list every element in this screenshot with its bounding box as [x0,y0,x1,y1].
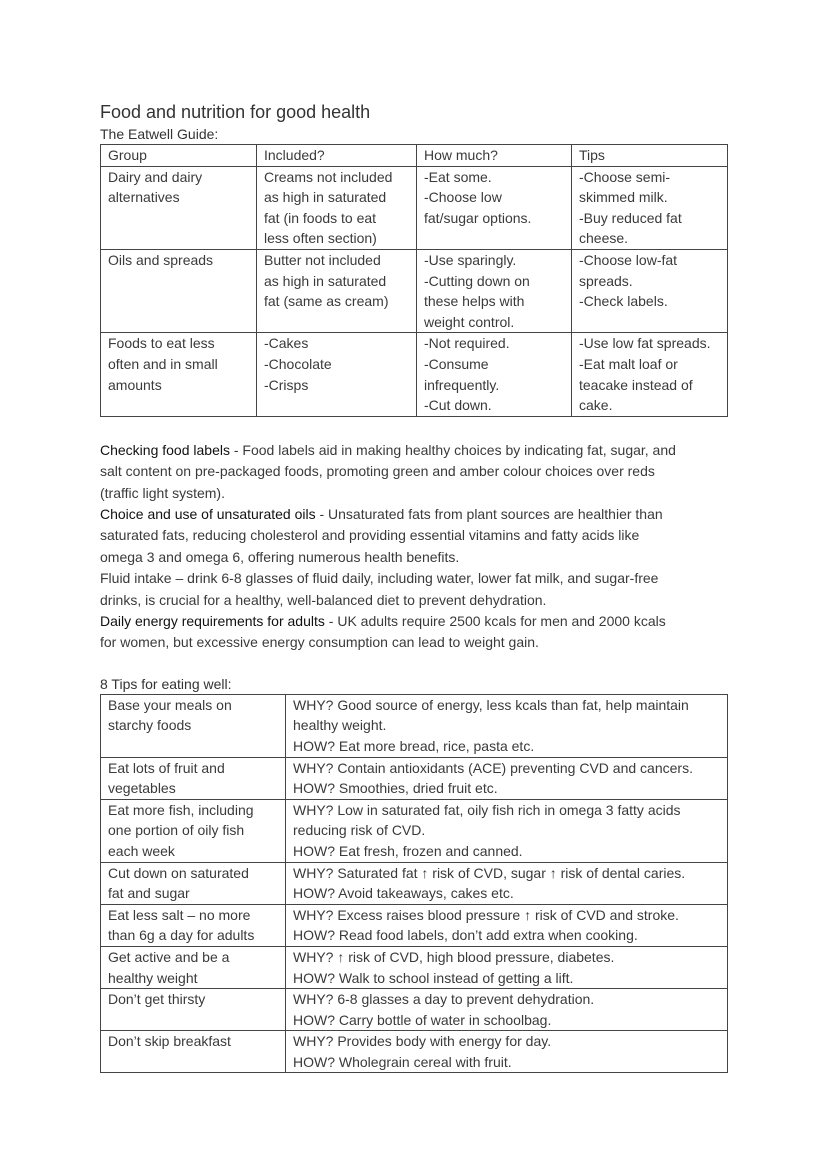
eatwell-heading: The Eatwell Guide: [100,126,219,142]
cell-line: -Use sparingly. [424,251,517,268]
how-much-cell [417,166,572,249]
cell-line: WHY? Provides body with energy for day. [293,1033,552,1050]
cell-line: healthy weight. [293,717,387,734]
cell-line: -Eat some. [424,168,492,185]
table-row [101,166,728,249]
cell-line: -Cutting down on [424,272,530,289]
cell-line: -Crisps [264,376,309,393]
cell-line: WHY? ↑ risk of CVD, high blood pressure, diabetes. [293,948,615,965]
paragraph-text: - Food labels aid in making healthy choices by indicating fat, sugar, and [229,441,676,458]
paragraph-text: drinks, is crucial for a healthy, well-balanced diet to prevent dehydration. [100,591,547,608]
tip-cell [101,989,286,1031]
cell-line: -Choose low-fat [579,251,678,268]
page-title: Food and nutrition for good health [100,102,371,122]
cell-line: less often section) [264,230,377,247]
detail-cell [286,862,728,904]
cell-line: starchy foods [108,717,192,734]
cell-line: HOW? Avoid takeaways, cakes etc. [293,885,514,902]
cell-line: WHY? 6-8 glasses a day to prevent dehydration. [293,991,595,1008]
paragraph-text: salt content on pre-packaged foods, promoting green and amber colour choices over reds [100,463,655,480]
header-tips: Tips [572,145,728,167]
group-cell [101,333,257,416]
cell-line: HOW? Eat fresh, frozen and canned. [293,842,523,859]
tip-cell [101,862,286,904]
paragraph-unsaturated-oils [100,504,728,568]
header-included: Included? [257,145,417,167]
cell-line: as high in saturated [264,189,387,206]
paragraph-food-labels [100,440,728,504]
cell-line: one portion of oily fish [108,822,245,839]
paragraph-heading: Daily energy requirements for adults [100,612,325,629]
cell-line: alternatives [108,189,180,206]
paragraph-text: Fluid intake – drink 6-8 glasses of fluid daily, including water, lower fat milk, and sugar-free [100,570,659,587]
cell-line: Eat more fish, including [108,801,254,818]
cell-line: each week [108,842,175,859]
tip-cell [101,694,286,757]
paragraph-text: omega 3 and omega 6, offering numerous health benefits. [100,548,460,565]
group-cell [101,249,257,332]
cell-line: -Chocolate [264,355,332,372]
tip-cell [101,757,286,799]
cell-line: -Not required. [424,335,510,352]
included-cell [257,249,417,332]
cell-line: -Choose semi- [579,168,671,185]
cell-line: Eat less salt – no more [108,906,251,923]
cell-line: Creams not included [264,168,393,185]
cell-line: -Choose low [424,189,502,206]
cell-line: amounts [108,376,162,393]
cell-line: Eat lots of fruit and [108,759,225,776]
detail-cell [286,989,728,1031]
table-row [101,694,728,757]
paragraph-energy-requirements [100,611,728,654]
eatwell-table [100,144,728,417]
detail-cell [286,946,728,988]
cell-line: Oils and spreads [108,251,214,268]
cell-line: HOW? Wholegrain cereal with fruit. [293,1053,512,1070]
cell-line: weight control. [424,313,515,330]
cell-line: -Buy reduced fat [579,209,682,226]
detail-cell [286,799,728,862]
cell-line: infrequently. [424,376,500,393]
detail-cell [286,694,728,757]
cell-line: Base your meals on [108,696,232,713]
group-cell [101,166,257,249]
cell-line: WHY? Saturated fat ↑ risk of CVD, sugar ↑ risk of dental caries. [293,864,686,881]
cell-line: fat (in foods to eat [264,209,377,226]
cell-line: HOW? Eat more bread, rice, pasta etc. [293,737,535,754]
paragraph-text: - UK adults require 2500 kcals for men and 2000 kcals [324,612,666,629]
table-row [101,249,728,332]
cell-line: Get active and be a [108,948,230,965]
cell-line: these helps with [424,293,525,310]
tip-cell [101,799,286,862]
paragraph-text: saturated fats, reducing cholesterol and providing essential vitamins and fatty acids like [100,527,640,544]
document-page [100,100,728,1073]
cell-line: Cut down on saturated [108,864,249,881]
cell-line: as high in saturated [264,272,387,289]
paragraph-fluid-intake [100,568,728,611]
included-cell [257,166,417,249]
cell-line: -Eat malt loaf or [579,355,678,372]
tips-cell [572,249,728,332]
cell-line: WHY? Low in saturated fat, oily fish rich in omega 3 fatty acids [293,801,681,818]
cell-line: Foods to eat less [108,335,215,352]
cell-line: HOW? Carry bottle of water in schoolbag. [293,1011,552,1028]
how-much-cell [417,249,572,332]
paragraph-heading: Choice and use of unsaturated oils [100,505,316,522]
paragraph-heading: Checking food labels [100,441,230,458]
table-row [101,333,728,416]
cell-line: -Use low fat spreads. [579,335,711,352]
cell-line: WHY? Good source of energy, less kcals than fat, help maintain [293,696,689,713]
cell-line: Don’t skip breakfast [108,1033,231,1050]
cell-line: healthy weight [108,969,198,986]
header-how-much: How much? [417,145,572,167]
cell-line: skimmed milk. [579,189,668,206]
tip-cell [101,904,286,946]
table-row [101,757,728,799]
tip-cell [101,946,286,988]
cell-line: HOW? Walk to school instead of getting a lift. [293,969,574,986]
table-row [101,904,728,946]
cell-line: fat/sugar options. [424,209,532,226]
paragraph-text: - Unsaturated fats from plant sources are healthier than [315,505,663,522]
cell-line: often and in small [108,355,218,372]
cell-line: -Cut down. [424,397,492,414]
included-cell [257,333,417,416]
info-paragraphs [100,440,728,654]
table-row [101,799,728,862]
tip-cell [101,1031,286,1073]
table-row [101,1031,728,1073]
cell-line: HOW? Read food labels, don’t add extra when cooking. [293,927,638,944]
table-header-row [101,145,728,167]
cell-line: Dairy and dairy [108,168,203,185]
cell-line: spreads. [579,272,633,289]
tips-cell [572,333,728,416]
cell-line: Butter not included [264,251,381,268]
cell-line: than 6g a day for adults [108,927,255,944]
detail-cell [286,757,728,799]
cell-line: Don’t get thirsty [108,991,206,1008]
tips-heading: 8 Tips for eating well: [100,675,232,692]
paragraph-text: for women, but excessive energy consumption can lead to weight gain. [100,634,539,651]
cell-line: -Cakes [264,335,309,352]
detail-cell [286,1031,728,1073]
cell-line: -Check labels. [579,293,668,310]
cell-line: cheese. [579,230,629,247]
cell-line: -Consume [424,355,489,372]
cell-line: fat (same as cream) [264,293,389,310]
table-row [101,862,728,904]
paragraph-text: (traffic light system). [100,484,225,501]
tips-cell [572,166,728,249]
detail-cell [286,904,728,946]
cell-line: WHY? Excess raises blood pressure ↑ risk of CVD and stroke. [293,906,679,923]
how-much-cell [417,333,572,416]
cell-line: vegetables [108,780,176,797]
table-row [101,946,728,988]
cell-line: cake. [579,397,613,414]
tips-table [100,694,728,1074]
cell-line: fat and sugar [108,885,190,902]
table-row [101,989,728,1031]
cell-line: HOW? Smoothies, dried fruit etc. [293,780,498,797]
header-group: Group [101,145,257,167]
cell-line: reducing risk of CVD. [293,822,426,839]
cell-line: teacake instead of [579,376,693,393]
cell-line: WHY? Contain antioxidants (ACE) preventing CVD and cancers. [293,759,693,776]
